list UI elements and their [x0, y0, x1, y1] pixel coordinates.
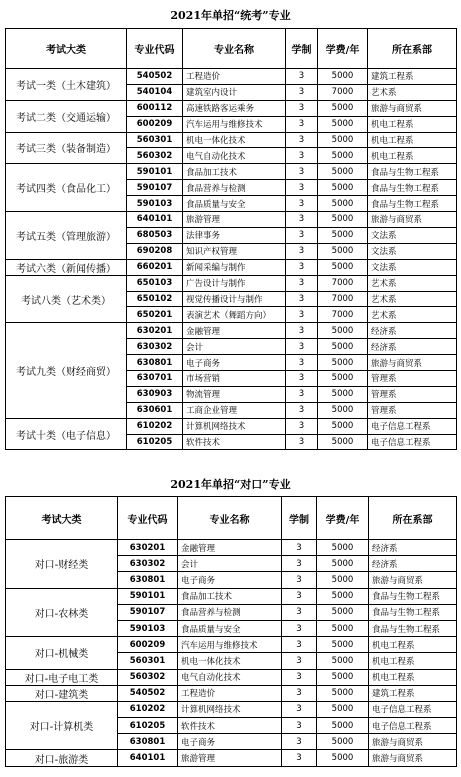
category-cell: 对口-农林类: [6, 588, 118, 637]
code-cell: 680503: [127, 227, 183, 243]
dept-cell: 机电工程系: [368, 148, 457, 164]
category-cell: 考试一类（土木建筑）: [6, 69, 127, 101]
category-cell: 对口-计算机类: [6, 701, 118, 750]
table-row: [6, 212, 457, 228]
years-cell: 3: [286, 275, 318, 291]
dept-cell: 文法系: [368, 259, 457, 275]
code-cell: 540104: [127, 84, 183, 100]
fee-cell: 5000: [317, 620, 369, 636]
dept-cell: 旅游与商贸系: [369, 750, 457, 766]
dept-cell: 文法系: [368, 227, 457, 243]
major-name-cell: 电气自动化技术: [183, 148, 286, 164]
years-cell: 3: [282, 556, 317, 572]
fee-cell: 5000: [318, 323, 368, 339]
table-row: [6, 418, 457, 434]
major-name-cell: 工程造价: [183, 69, 286, 85]
major-name-cell: 工商企业管理: [183, 402, 286, 418]
major-name-cell: 食品营养与检测: [183, 180, 286, 196]
years-cell: 3: [282, 734, 317, 750]
code-cell: 600112: [127, 100, 183, 116]
years-cell: 3: [282, 718, 317, 734]
years-cell: 3: [286, 291, 318, 307]
years-cell: 3: [286, 116, 318, 132]
major-name-cell: 市场营销: [183, 371, 286, 387]
category-cell: 考试八类（艺术类）: [6, 275, 127, 323]
major-name-cell: 食品加工技术: [178, 588, 282, 604]
category-cell: 考试六类（新闻传播）: [6, 259, 127, 275]
dept-cell: 管理系: [368, 371, 457, 387]
code-cell: 590103: [118, 620, 178, 636]
major-name-cell: 汽车运用与维修技术: [183, 116, 286, 132]
header-category: 考试大类: [6, 29, 127, 69]
years-cell: 3: [286, 132, 318, 148]
years-cell: 3: [286, 355, 318, 371]
fee-cell: 5000: [317, 540, 369, 556]
table-row: [6, 588, 457, 604]
dept-cell: 艺术系: [368, 307, 457, 323]
fee-cell: 5000: [318, 116, 368, 132]
code-cell: 590107: [127, 180, 183, 196]
years-cell: 3: [282, 604, 317, 620]
code-cell: 560301: [118, 653, 178, 669]
dept-cell: 食品与生物工程系: [369, 588, 457, 604]
fee-cell: 5000: [318, 371, 368, 387]
header-category: 考试大类: [6, 497, 118, 540]
dept-cell: 旅游与商贸系: [368, 212, 457, 228]
table-row: [6, 750, 457, 766]
table2-header-row: [6, 497, 457, 540]
fee-cell: 5000: [318, 402, 368, 418]
dept-cell: 经济系: [369, 556, 457, 572]
table-row: [6, 69, 457, 85]
category-cell: 对口-旅游类: [6, 750, 118, 766]
dept-cell: 机电工程系: [369, 653, 457, 669]
fee-cell: 5000: [317, 734, 369, 750]
major-name-cell: 电子商务: [178, 572, 282, 588]
header-name: 专业名称: [178, 497, 282, 540]
code-cell: 560302: [127, 148, 183, 164]
major-name-cell: 旅游管理: [178, 750, 282, 766]
dept-cell: 经济系: [368, 323, 457, 339]
dept-cell: 旅游与商贸系: [369, 734, 457, 750]
years-cell: 3: [282, 653, 317, 669]
years-cell: 3: [286, 402, 318, 418]
fee-cell: 5000: [318, 180, 368, 196]
code-cell: 630302: [118, 556, 178, 572]
years-cell: 3: [286, 227, 318, 243]
years-cell: 3: [286, 196, 318, 212]
fee-cell: 5000: [318, 434, 368, 450]
major-name-cell: 软件技术: [183, 434, 286, 450]
major-name-cell: 建筑室内设计: [183, 84, 286, 100]
major-name-cell: 高速铁路客运乘务: [183, 100, 286, 116]
table-row: [6, 259, 457, 275]
dept-cell: 经济系: [368, 339, 457, 355]
fee-cell: 5000: [317, 572, 369, 588]
dept-cell: 食品与生物工程系: [368, 196, 457, 212]
code-cell: 610205: [127, 434, 183, 450]
dept-cell: 文法系: [368, 243, 457, 259]
header-name: 专业名称: [183, 29, 286, 69]
fee-cell: 5000: [317, 669, 369, 685]
category-cell: 考试十类（电子信息）: [6, 418, 127, 450]
years-cell: 3: [286, 307, 318, 323]
major-name-cell: 工程造价: [178, 685, 282, 701]
table-row: [6, 100, 457, 116]
dept-cell: 食品与生物工程系: [368, 180, 457, 196]
header-code: 专业代码: [127, 29, 183, 69]
code-cell: 630801: [118, 572, 178, 588]
table-row: [6, 164, 457, 180]
dept-cell: 食品与生物工程系: [369, 620, 457, 636]
dept-cell: 电子信息工程系: [368, 418, 457, 434]
table2-title: 2021年单招“对口”专业: [170, 478, 291, 491]
fee-cell: 5000: [317, 588, 369, 604]
major-name-cell: 会计: [178, 556, 282, 572]
fee-cell: 7000: [318, 275, 368, 291]
fee-cell: 5000: [318, 339, 368, 355]
code-cell: 630302: [127, 339, 183, 355]
code-cell: 690208: [127, 243, 183, 259]
years-cell: 3: [286, 434, 318, 450]
dept-cell: 管理系: [368, 402, 457, 418]
fee-cell: 5000: [318, 69, 368, 85]
code-cell: 640101: [127, 212, 183, 228]
years-cell: 3: [286, 259, 318, 275]
years-cell: 3: [286, 148, 318, 164]
major-name-cell: 计算机网络技术: [178, 701, 282, 717]
fee-cell: 5000: [317, 685, 369, 701]
category-cell: 对口-建筑类: [6, 685, 118, 701]
table1-body: [6, 69, 457, 450]
major-name-cell: 食品质量与安全: [178, 620, 282, 636]
years-cell: 3: [286, 323, 318, 339]
years-cell: 3: [286, 243, 318, 259]
table-row: [6, 323, 457, 339]
fee-cell: 5000: [317, 750, 369, 766]
code-cell: 560302: [118, 669, 178, 685]
dept-cell: 艺术系: [368, 84, 457, 100]
header-dept: 所在系部: [369, 497, 457, 540]
years-cell: 3: [282, 669, 317, 685]
fee-cell: 5000: [318, 355, 368, 371]
major-name-cell: 食品加工技术: [183, 164, 286, 180]
major-name-cell: 食品营养与检测: [178, 604, 282, 620]
header-fee: 学费/年: [318, 29, 368, 69]
years-cell: 3: [282, 685, 317, 701]
dept-cell: 旅游与商贸系: [368, 355, 457, 371]
table-row: [6, 701, 457, 717]
years-cell: 3: [282, 588, 317, 604]
major-name-cell: 电子商务: [178, 734, 282, 750]
dept-cell: 电子信息工程系: [369, 718, 457, 734]
major-name-cell: 机电一体化技术: [178, 653, 282, 669]
dept-cell: 艺术系: [368, 291, 457, 307]
table1-title: 2021年单招“统考”专业: [170, 9, 291, 22]
code-cell: 600209: [127, 116, 183, 132]
fee-cell: 5000: [318, 418, 368, 434]
code-cell: 590103: [127, 196, 183, 212]
fee-cell: 5000: [317, 637, 369, 653]
major-name-cell: 会计: [183, 339, 286, 355]
fee-cell: 5000: [318, 164, 368, 180]
major-name-cell: 法律事务: [183, 227, 286, 243]
dept-cell: 经济系: [369, 540, 457, 556]
fee-cell: 5000: [317, 701, 369, 717]
dept-cell: 食品与生物工程系: [368, 164, 457, 180]
major-name-cell: 新闻采编与制作: [183, 259, 286, 275]
dept-cell: 机电工程系: [368, 132, 457, 148]
code-cell: 630801: [118, 734, 178, 750]
major-name-cell: 软件技术: [178, 718, 282, 734]
header-fee: 学费/年: [317, 497, 369, 540]
major-name-cell: 物流管理: [183, 386, 286, 402]
dept-cell: 艺术系: [368, 275, 457, 291]
fee-cell: 5000: [318, 243, 368, 259]
dept-cell: 电子信息工程系: [368, 434, 457, 450]
fee-cell: 5000: [317, 653, 369, 669]
code-cell: 590107: [118, 604, 178, 620]
fee-cell: 5000: [318, 196, 368, 212]
code-cell: 630201: [127, 323, 183, 339]
years-cell: 3: [282, 750, 317, 766]
code-cell: 650102: [127, 291, 183, 307]
category-cell: 考试三类（装备制造）: [6, 132, 127, 164]
major-name-cell: 电子商务: [183, 355, 286, 371]
code-cell: 610202: [118, 701, 178, 717]
code-cell: 600209: [118, 637, 178, 653]
header-years: 学制: [286, 29, 318, 69]
code-cell: 590101: [127, 164, 183, 180]
dept-cell: 电子信息工程系: [369, 701, 457, 717]
years-cell: 3: [286, 371, 318, 387]
years-cell: 3: [282, 540, 317, 556]
category-cell: 对口-财经类: [6, 540, 118, 589]
code-cell: 630903: [127, 386, 183, 402]
code-cell: 650103: [127, 275, 183, 291]
category-cell: 考试二类（交通运输）: [6, 100, 127, 132]
table-row: [6, 540, 457, 556]
code-cell: 610202: [127, 418, 183, 434]
table-row: [6, 637, 457, 653]
fee-cell: 5000: [318, 227, 368, 243]
dept-cell: 建筑工程系: [368, 69, 457, 85]
major-name-cell: 汽车运用与维修技术: [178, 637, 282, 653]
code-cell: 560301: [127, 132, 183, 148]
dept-cell: 机电工程系: [369, 637, 457, 653]
code-cell: 540502: [127, 69, 183, 85]
category-cell: 对口-机械类: [6, 637, 118, 669]
years-cell: 3: [286, 386, 318, 402]
fee-cell: 5000: [318, 100, 368, 116]
category-cell: 考试四类（食品化工）: [6, 164, 127, 212]
dept-cell: 旅游与商贸系: [368, 100, 457, 116]
major-name-cell: 知识产权管理: [183, 243, 286, 259]
table2-body: [6, 540, 457, 767]
fee-cell: 5000: [318, 212, 368, 228]
years-cell: 3: [286, 212, 318, 228]
table-row: [6, 132, 457, 148]
code-cell: 650201: [127, 307, 183, 323]
major-name-cell: 金融管理: [183, 323, 286, 339]
code-cell: 630201: [118, 540, 178, 556]
category-cell: 考试五类（管理旅游）: [6, 212, 127, 260]
code-cell: 630601: [127, 402, 183, 418]
header-years: 学制: [282, 497, 317, 540]
table-row: [6, 275, 457, 291]
years-cell: 3: [282, 637, 317, 653]
table2: [5, 496, 457, 767]
code-cell: 640101: [118, 750, 178, 766]
fee-cell: 5000: [318, 259, 368, 275]
years-cell: 3: [282, 620, 317, 636]
fee-cell: 5000: [317, 604, 369, 620]
fee-cell: 5000: [317, 718, 369, 734]
code-cell: 660201: [127, 259, 183, 275]
fee-cell: 7000: [318, 291, 368, 307]
fee-cell: 5000: [318, 386, 368, 402]
code-cell: 590101: [118, 588, 178, 604]
major-name-cell: 旅游管理: [183, 212, 286, 228]
header-dept: 所在系部: [368, 29, 457, 69]
years-cell: 3: [282, 572, 317, 588]
fee-cell: 5000: [318, 148, 368, 164]
major-name-cell: 计算机网络技术: [183, 418, 286, 434]
years-cell: 3: [286, 339, 318, 355]
table1: [5, 28, 457, 450]
years-cell: 3: [286, 418, 318, 434]
years-cell: 3: [282, 701, 317, 717]
table-row: [6, 669, 457, 685]
dept-cell: 管理系: [368, 386, 457, 402]
major-name-cell: 广告设计与制作: [183, 275, 286, 291]
code-cell: 630701: [127, 371, 183, 387]
dept-cell: 旅游与商贸系: [369, 572, 457, 588]
dept-cell: 食品与生物工程系: [369, 604, 457, 620]
years-cell: 3: [286, 69, 318, 85]
major-name-cell: 电气自动化技术: [178, 669, 282, 685]
years-cell: 3: [286, 180, 318, 196]
code-cell: 630801: [127, 355, 183, 371]
fee-cell: 5000: [317, 556, 369, 572]
dept-cell: 机电工程系: [369, 669, 457, 685]
table-row: [6, 685, 457, 701]
dept-cell: 机电工程系: [368, 116, 457, 132]
code-cell: 610205: [118, 718, 178, 734]
category-cell: 考试九类（财经商贸）: [6, 323, 127, 418]
fee-cell: 7000: [318, 307, 368, 323]
major-name-cell: 机电一体化技术: [183, 132, 286, 148]
table1-header-row: [6, 29, 457, 69]
fee-cell: 7000: [318, 84, 368, 100]
major-name-cell: 金融管理: [178, 540, 282, 556]
years-cell: 3: [286, 84, 318, 100]
years-cell: 3: [286, 100, 318, 116]
major-name-cell: 视觉传播设计与制作: [183, 291, 286, 307]
major-name-cell: 食品质量与安全: [183, 196, 286, 212]
fee-cell: 5000: [318, 132, 368, 148]
code-cell: 540502: [118, 685, 178, 701]
dept-cell: 建筑工程系: [369, 685, 457, 701]
category-cell: 对口-电子电工类: [6, 669, 118, 685]
header-code: 专业代码: [118, 497, 178, 540]
years-cell: 3: [286, 164, 318, 180]
major-name-cell: 表演艺术（舞蹈方向）: [183, 307, 286, 323]
